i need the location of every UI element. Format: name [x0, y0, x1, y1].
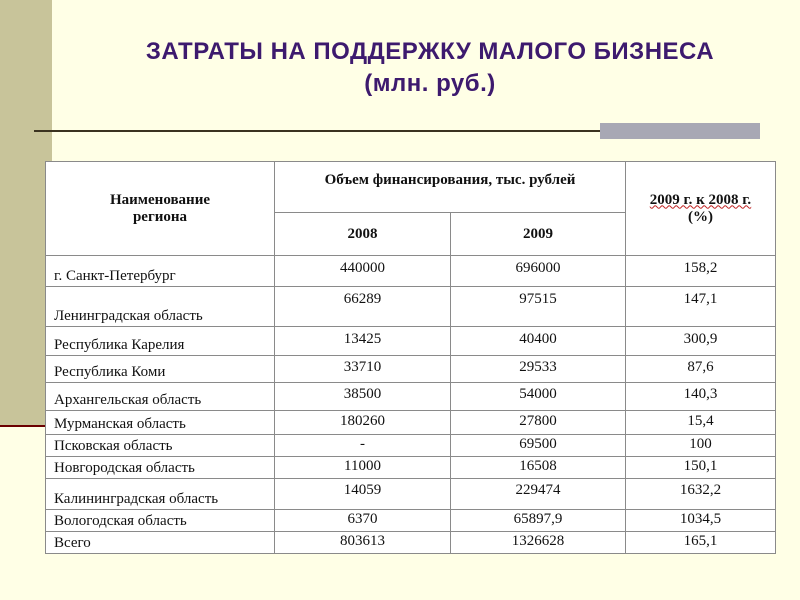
divider-accent-block: [600, 123, 760, 139]
percent-cell: 15,4: [626, 411, 776, 435]
value-2009-cell: 29533: [451, 356, 626, 383]
region-cell: Республика Карелия: [46, 327, 275, 356]
value-2008-cell: 6370: [275, 510, 451, 532]
table-row: [46, 411, 776, 435]
value-2008-cell: 803613: [275, 532, 451, 554]
table-row: [46, 327, 776, 356]
percent-cell: 100: [626, 435, 776, 457]
table-row: [46, 510, 776, 532]
header-year-2009: 2009: [451, 213, 626, 256]
value-2009-cell: 16508: [451, 457, 626, 479]
region-cell: Ленинградская область: [46, 287, 275, 327]
region-cell: Псковская область: [46, 435, 275, 457]
value-2009-cell: 696000: [451, 256, 626, 287]
region-cell: г. Санкт-Петербург: [46, 256, 275, 287]
value-2008-cell: 33710: [275, 356, 451, 383]
table-row: [46, 532, 776, 554]
table-row: [46, 479, 776, 510]
value-2009-cell: 65897,9: [451, 510, 626, 532]
percent-cell: 165,1: [626, 532, 776, 554]
header-percent-line1: 2009 г. к 2008 г.: [649, 191, 752, 208]
value-2008-cell: 180260: [275, 411, 451, 435]
value-2008-cell: 440000: [275, 256, 451, 287]
value-2009-cell: 97515: [451, 287, 626, 327]
table-row: [46, 356, 776, 383]
value-2009-cell: 229474: [451, 479, 626, 510]
table-row: [46, 383, 776, 411]
percent-cell: 1632,2: [626, 479, 776, 510]
value-2008-cell: 66289: [275, 287, 451, 327]
value-2008-cell: 38500: [275, 383, 451, 411]
header-percent: [626, 162, 776, 256]
table-row: [46, 287, 776, 327]
table-row: [46, 256, 776, 287]
percent-cell: 87,6: [626, 356, 776, 383]
percent-cell: 300,9: [626, 327, 776, 356]
percent-cell: 1034,5: [626, 510, 776, 532]
header-region-line2: региона: [132, 208, 188, 225]
header-percent-line2: (%): [688, 208, 713, 225]
value-2008-cell: 11000: [275, 457, 451, 479]
percent-cell: 150,1: [626, 457, 776, 479]
region-cell: Всего: [46, 532, 275, 554]
value-2009-cell: 54000: [451, 383, 626, 411]
table-row: [46, 435, 776, 457]
table-body: [46, 256, 776, 554]
header-funding: Объем финансирования, тыс. рублей: [275, 162, 626, 213]
percent-cell: 158,2: [626, 256, 776, 287]
table-row: [46, 457, 776, 479]
percent-cell: 140,3: [626, 383, 776, 411]
slide-title: [60, 36, 800, 100]
header-region-line1: Наименование: [110, 191, 210, 208]
value-2008-cell: 14059: [275, 479, 451, 510]
header-region: [46, 162, 275, 256]
region-cell: Новгородская область: [46, 457, 275, 479]
region-cell: Мурманская область: [46, 411, 275, 435]
slide-title-line2: (млн. руб.): [364, 70, 496, 97]
percent-cell: 147,1: [626, 287, 776, 327]
value-2009-cell: 27800: [451, 411, 626, 435]
slide-title-line1: ЗАТРАТЫ НА ПОДДЕРЖКУ МАЛОГО БИЗНЕСА: [145, 38, 715, 65]
value-2008-cell: 13425: [275, 327, 451, 356]
value-2009-cell: 40400: [451, 327, 626, 356]
region-cell: Республика Коми: [46, 356, 275, 383]
value-2008-cell: -: [275, 435, 451, 457]
region-cell: Вологодская область: [46, 510, 275, 532]
region-cell: Архангельская область: [46, 383, 275, 411]
value-2009-cell: 69500: [451, 435, 626, 457]
funding-table-container: [45, 161, 775, 554]
funding-table: [45, 161, 776, 554]
region-cell: Калининградская область: [46, 479, 275, 510]
value-2009-cell: 1326628: [451, 532, 626, 554]
header-year-2008: 2008: [275, 213, 451, 256]
